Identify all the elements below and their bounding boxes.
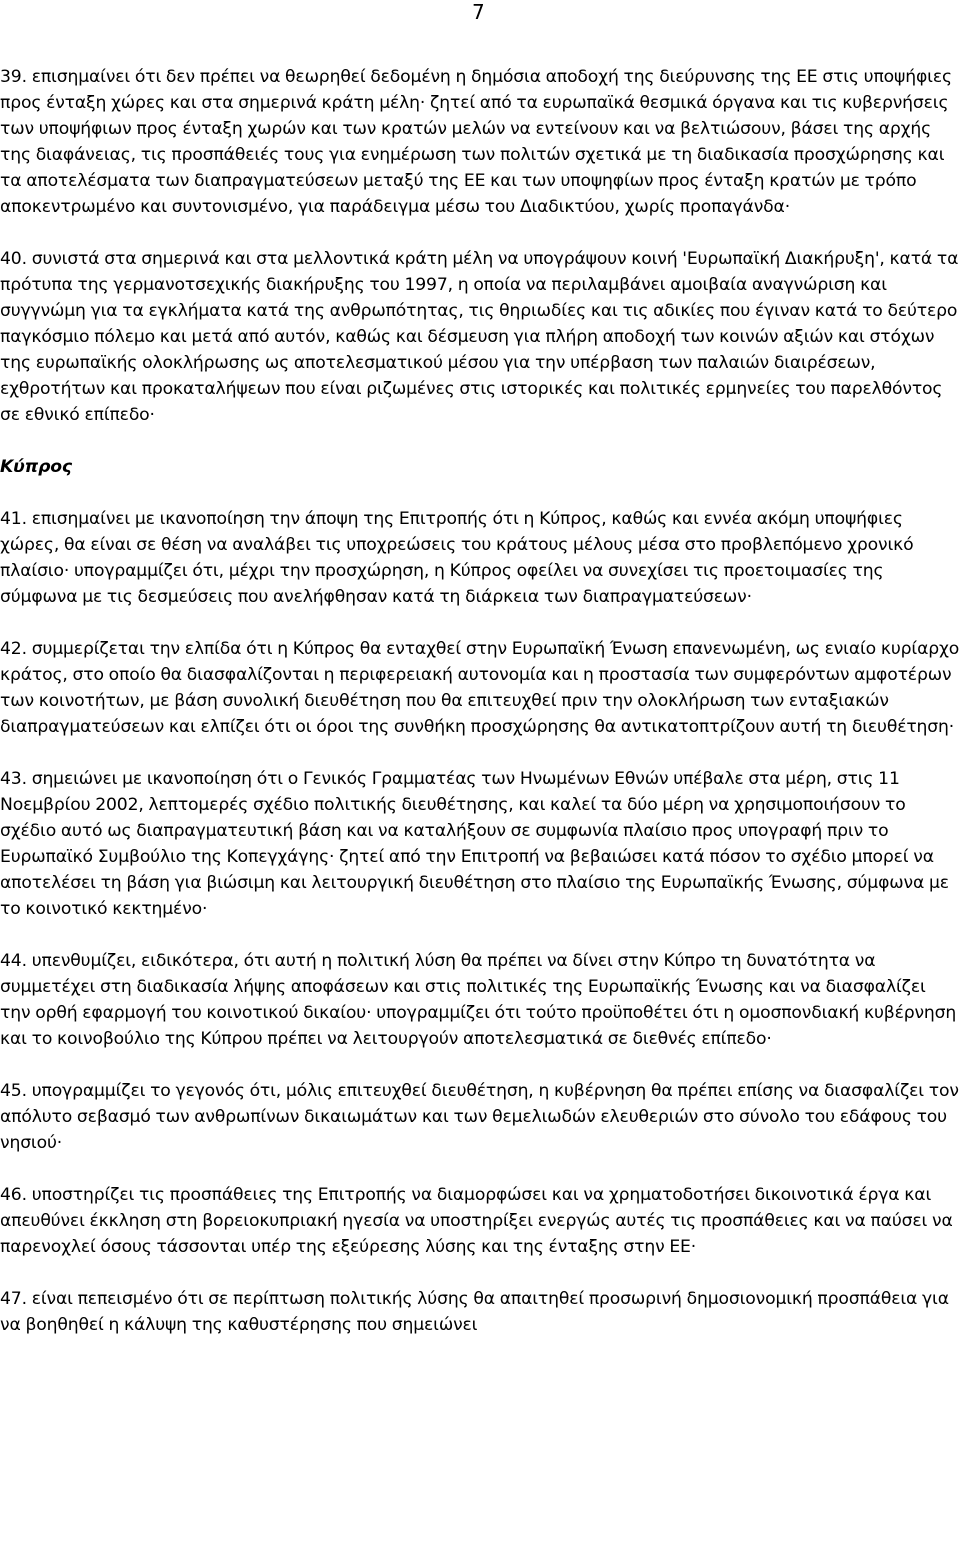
document-body [0, 64, 960, 1338]
page-number: 7 [472, 0, 485, 24]
section-heading-cyprus: Κύπρος [0, 457, 72, 477]
paragraph-47: 47. είναι πεπεισμένο ότι σε περίπτωση πολιτικής λύσης θα απαιτηθεί προσωρινή δημοσιονομική προσπάθεια για να βοηθηθεί η κάλυψη της καθυστέρησης που σημειώνει [0, 1289, 949, 1335]
paragraph-42: 42. συμμερίζεται την ελπίδα ότι η Κύπρος θα ενταχθεί στην Ευρωπαϊκή Ένωση επανενωμένη, ως ενιαίο κυρίαρχο κράτος, στο οποίο θα διασφαλίζονται η περιφερειακή αυτονομία και η προστασία των συμφερόντων αμφοτέρων των κοινοτήτων, με βάση συνολική διευθέτηση που θα επιτευχθεί πριν την ολοκλήρωση των ενταξιακών διαπραγματεύσεων και ελπίζει ότι οι όροι της συνθήκη προσχώρησης θα αντικατοπτρίζουν αυτή τη διευθέτηση· [0, 639, 960, 737]
paragraph-44: 44. υπενθυμίζει, ειδικότερα, ότι αυτή η πολιτική λύση θα πρέπει να δίνει στην Κύπρο τη δυνατότητα να συμμετέχει στη διαδικασία λήψης αποφάσεων και στις πολιτικές της Ευρωπαϊκής Ένωσης και να διασφαλίζει την ορθή εφαρμογή του κοινοτικού δικαίου· υπογραμμίζει ότι τούτο προϋποθέτει ότι η ομοσπονδιακή κυβέρνηση και το κοινοβούλιο της Κύπρου πρέπει να λειτουργούν αποτελεσματικά σε διεθνές επίπεδο· [0, 951, 957, 1049]
paragraph-46: 46. υποστηρίζει τις προσπάθειες της Επιτροπής να διαμορφώσει και να χρηματοδοτήσει δικοινοτικά έργα και απευθύνει έκκληση στη βορειοκυπριακή ηγεσία να υποστηρίξει ενεργώς αυτές τις προσπάθειες και να παύσει να παρενοχλεί όσους τάσσονται υπέρ της εξεύρεσης λύσης και της ένταξης στην ΕΕ· [0, 1185, 953, 1257]
paragraph-45: 45. υπογραμμίζει το γεγονός ότι, μόλις επιτευχθεί διευθέτηση, η κυβέρνηση θα πρέπει επίσης να διασφαλίζει τον απόλυτο σεβασμό των ανθρωπίνων δικαιωμάτων και των θεμελιωδών ελευθεριών στο σύνολο του εδάφους του νησιού· [0, 1081, 959, 1153]
paragraph-41: 41. επισημαίνει με ικανοποίηση την άποψη της Επιτροπής ότι η Κύπρος, καθώς και εννέα ακόμη υποψήφιες χώρες, θα είναι σε θέση να αναλάβει τις υποχρεώσεις του κράτους μέλους μέσα στο προβλεπόμενο χρονικό πλαίσιο· υπογραμμίζει ότι, μέχρι την προσχώρηση, η Κύπρος οφείλει να συνεχίσει τις προετοιμασίες της σύμφωνα με τις δεσμεύσεις που ανελήφθησαν κατά τη διάρκεια των διαπραγματεύσεων· [0, 509, 914, 607]
paragraph-39: 39. επισημαίνει ότι δεν πρέπει να θεωρηθεί δεδομένη η δημόσια αποδοχή της διεύρυνσης της ΕΕ στις υποψήφιες προς ένταξη χώρες και στα σημερινά κράτη μέλη· ζητεί από τα ευρωπαϊκά θεσμικά όργανα και τις κυβερνήσεις των υποψήφιων προς ένταξη χωρών και των κρατών μελών να εντείνουν και να βελτιώσουν, βάσει της αρχής της διαφάνειας, τις προσπάθειές τους για ενημέρωση των πολιτών σχετικά με τη διαδικασία προσχώρησης και τα αποτελέσματα των διαπραγματεύσεων μεταξύ της ΕΕ και των υποψηφίων προς ένταξη κρατών με τρόπο αποκεντρωμένο και συντονισμένο, για παράδειγμα μέσω του Διαδικτύου, χωρίς προπαγάνδα· [0, 67, 952, 217]
paragraph-43: 43. σημειώνει με ικανοποίηση ότι ο Γενικός Γραμματέας των Ηνωμένων Εθνών υπέβαλε στα μέρη, στις 11 Νοεμβρίου 2002, λεπτομερές σχέδιο πολιτικής διευθέτησης, και καλεί τα δύο μέρη να χρησιμοποιήσουν το σχέδιο αυτό ως διαπραγματευτική βάση και να καταλήξουν σε συμφωνία πλαίσιο προς υπογραφή πριν το Ευρωπαϊκό Συμβούλιο της Κοπεγχάγης· ζητεί από την Επιτροπή να βεβαιώσει κατά πόσον το σχέδιο μπορεί να αποτελέσει τη βάση για βιώσιμη και λειτουργική διευθέτηση στο πλαίσιο της Ευρωπαϊκής Ένωσης, σύμφωνα με το κοινοτικό κεκτημένο· [0, 769, 949, 919]
paragraph-40: 40. συνιστά στα σημερινά και στα μελλοντικά κράτη μέλη να υπογράψουν κοινή 'Ευρωπαϊκή Διακήρυξη', κατά τα πρότυπα της γερμανοτσεχικής διακήρυξης του 1997, η οποία να περιλαμβάνει αμοιβαία αναγνώριση και συγγνώμη για τα εγκλήματα κατά της ανθρωπότητας, τις θηριωδίες και τις αδικίες που έγιναν κατά το δεύτερο παγκόσμιο πόλεμο και μετά από αυτόν, καθώς και δέσμευση για πλήρη αποδοχή των κοινών αξιών και στόχων της ευρωπαϊκής ολοκλήρωσης ως αποτελεσματικού μέσου για την υπέρβαση των παλαιών διαιρέσεων, εχθροτήτων και προκαταλήψεων που είναι ριζωμένες στις ιστορικές και πολιτικές ερμηνείες του παρελθόντος σε εθνικό επίπεδο· [0, 249, 959, 425]
